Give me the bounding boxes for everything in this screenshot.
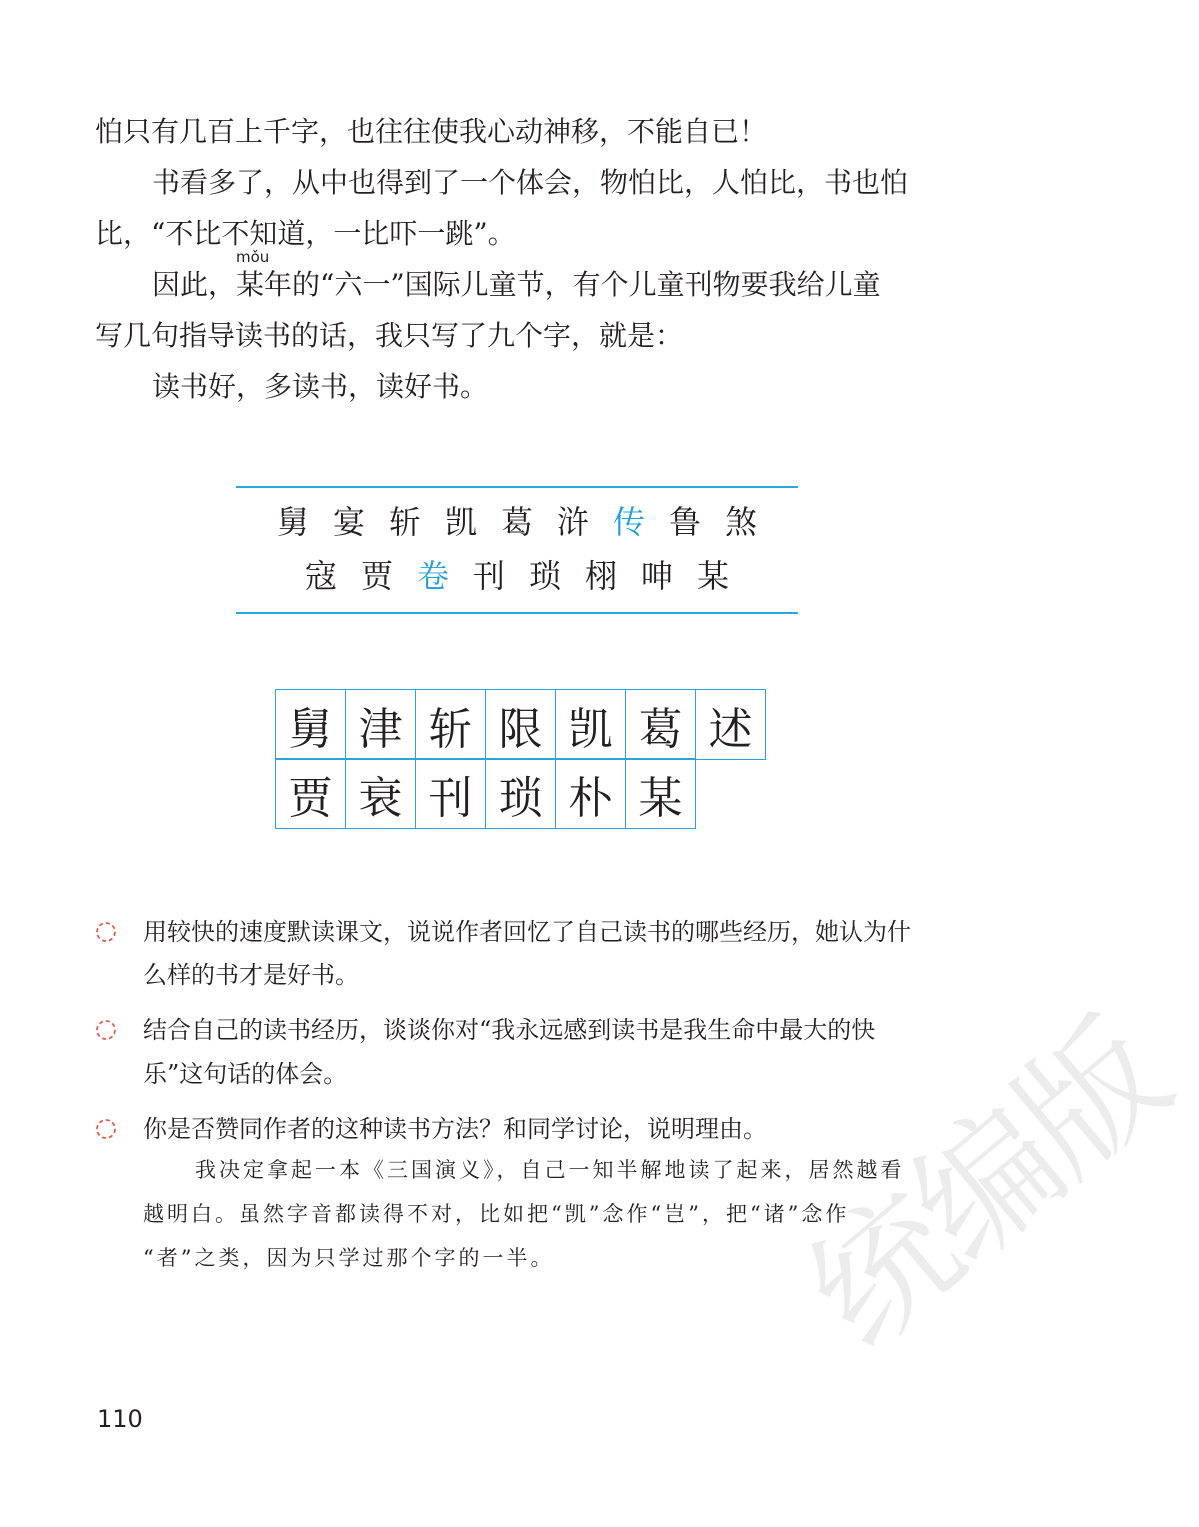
question-marker-icon <box>95 1019 117 1041</box>
char: 贾 <box>360 557 393 595</box>
char: 煞 <box>724 503 757 541</box>
char: 鲁 <box>668 503 701 541</box>
char: 栩 <box>584 557 617 595</box>
grid-cell: 某 <box>625 758 696 829</box>
text-line: 比，“不比不知道，一比吓一跳”。 <box>95 217 516 250</box>
char: 浒 <box>556 503 589 541</box>
char: 寇 <box>304 557 337 595</box>
text-line: 读书好，多读书，读好书。 <box>152 370 489 403</box>
grid-cell: 述 <box>695 689 766 760</box>
char: 舅 <box>276 503 309 541</box>
char: 琐 <box>528 557 561 595</box>
excerpt-line: 越明白。虽然字音都读得不对，比如把“凯”念作“岂”，把“诸”念作 <box>143 1202 850 1226</box>
question-2-line-2: 乐”这句话的体会。 <box>143 1060 348 1088</box>
watermark: 统编版 <box>779 993 1195 1379</box>
text-line: 怕只有几百上千字，也往往使我心动神移，不能自已！ <box>95 115 768 148</box>
excerpt-line: “者”之类，因为只学过那个字的一半。 <box>143 1246 555 1270</box>
grid-cell: 凯 <box>555 689 626 760</box>
top-rule <box>236 486 798 488</box>
question-1-line-2: 么样的书才是好书。 <box>143 961 359 989</box>
char-highlighted: 卷 <box>416 557 449 595</box>
question-1-line-1: 用较快的速度默读课文，说说作者回忆了自己读书的哪些经历，她认为什 <box>143 918 911 946</box>
char-highlighted: 传 <box>612 503 645 541</box>
grid-cell: 葛 <box>625 689 696 760</box>
recognize-chars-row-2 <box>236 556 798 596</box>
grid-cell: 刊 <box>415 758 486 829</box>
char: 呻 <box>640 557 673 595</box>
pinyin-annotation: mǒu <box>236 248 270 266</box>
char: 某 <box>696 557 729 595</box>
grid-cell: 衰 <box>345 758 416 829</box>
grid-cell: 舅 <box>275 689 346 760</box>
char: 斩 <box>388 503 421 541</box>
grid-cell: 朴 <box>555 758 626 829</box>
char: 葛 <box>500 503 533 541</box>
question-marker-icon <box>95 1118 117 1140</box>
bottom-rule <box>236 612 798 614</box>
question-2-line-1: 结合自己的读书经历，谈谈你对“我永远感到读书是我生命中最大的快 <box>143 1016 876 1044</box>
grid-cell: 琐 <box>485 758 556 829</box>
page-number: 110 <box>97 1405 143 1433</box>
char: 宴 <box>332 503 365 541</box>
question-marker-icon <box>95 921 117 943</box>
text-line: 写几句指导读书的话，我只写了九个字，就是： <box>95 319 684 352</box>
text-line: 书看多了，从中也得到了一个体会，物怕比，人怕比，书也怕 <box>152 166 909 199</box>
grid-cell: 贾 <box>275 758 346 829</box>
char: 凯 <box>444 503 477 541</box>
write-grid-row-2 <box>275 758 696 829</box>
excerpt-line: 我决定拿起一本《三国演义》，自己一知半解地读了起来，居然越看 <box>195 1158 905 1182</box>
grid-cell: 津 <box>345 689 416 760</box>
question-3-line-1: 你是否赞同作者的这种读书方法？和同学讨论，说明理由。 <box>143 1115 767 1143</box>
grid-cell: 斩 <box>415 689 486 760</box>
write-grid-row-1 <box>275 689 766 760</box>
text-line: 因此，某年的“六一”国际儿童节，有个儿童刊物要我给儿童 <box>152 268 881 301</box>
char: 刊 <box>472 557 505 595</box>
recognize-chars-row-1 <box>236 502 798 542</box>
grid-cell: 限 <box>485 689 556 760</box>
